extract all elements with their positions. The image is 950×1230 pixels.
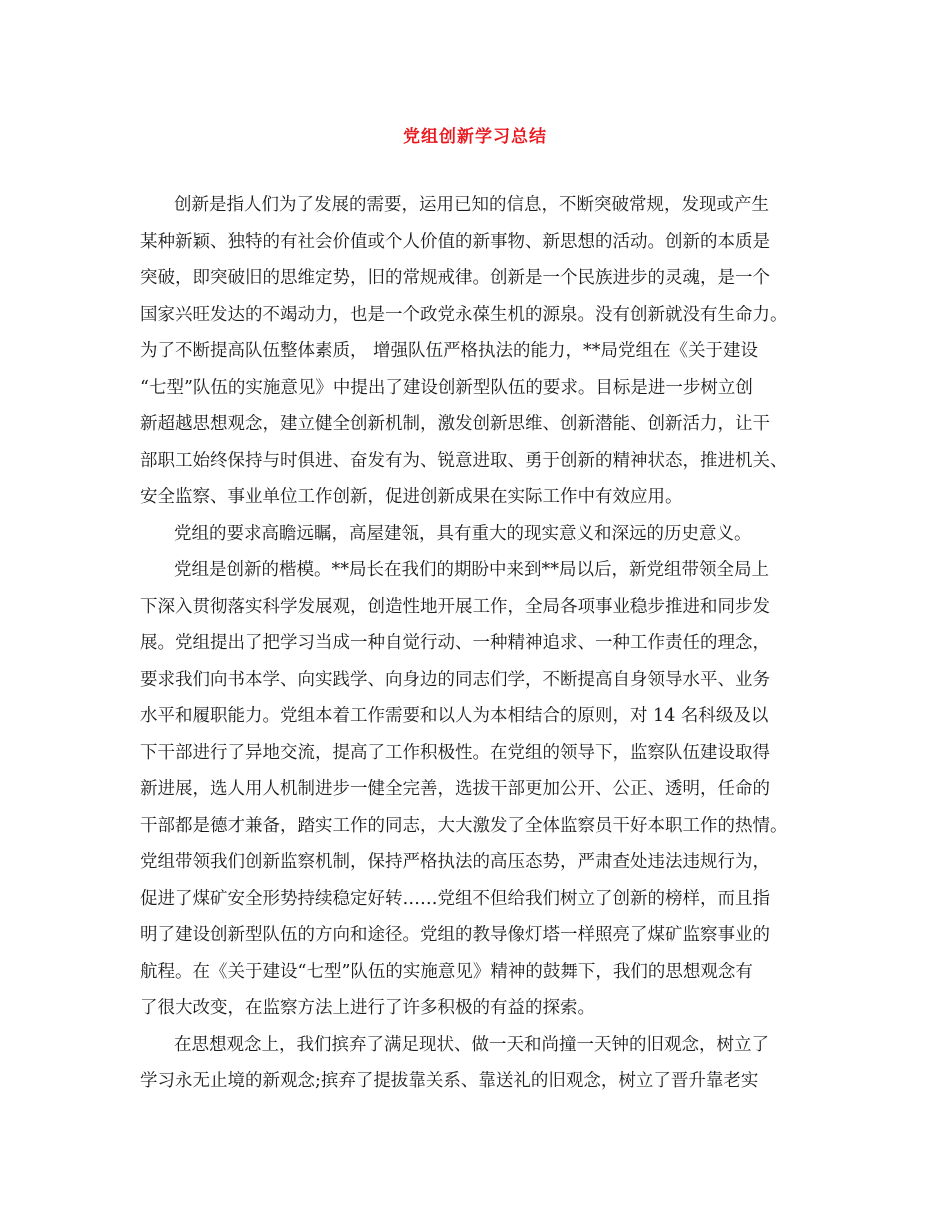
paragraph-line: 国家兴旺发达的不竭动力，也是一个政党永葆生机的源泉。没有创新就没有生命力。 [140,304,788,325]
paragraph-line: 突破，即突破旧的思维定势，旧的常规戒律。创新是一个民族进步的灵魂，是一个 [140,268,770,288]
paragraph-line: “七型”队伍的实施意见》中提出了建设创新型队伍的要求。目标是进一步树立创 [140,377,753,398]
document-body [140,187,830,1100]
paragraph-line: 在思想观念上，我们摈弃了满足现状、做一天和尚撞一天钟的旧观念，树立了 [174,1034,769,1055]
paragraph-line: 党组的要求高瞻远瞩，高屋建瓴，具有重大的现实意义和深远的历史意义。 [174,523,752,544]
paragraph-line: 某种新颖、独特的有社会价值或个人价值的新事物、新思想的活动。创新的本质是 [140,231,770,252]
paragraph-line: 促进了煤矿安全形势持续稳定好转……党组不但给我们树立了创新的榜样，而且指 [140,888,770,909]
paragraph-line: 为了不断提高队伍整体素质， 增强队伍严格执法的能力，**局党组在《关于建设 [140,341,759,361]
paragraph-line: 新超越思想观念，建立健全创新机制，激发创新思维、创新潜能、创新活力，让干 [140,414,770,434]
body-paragraph [140,552,830,1027]
paragraph-line: 明了建设创新型队伍的方向和途径。党组的教导像灯塔一样照亮了煤矿监察事业的 [140,925,770,945]
body-paragraph [140,516,830,553]
paragraph-line: 水平和履职能力。党组本着工作需要和以人为本相结合的原则，对 14 名科级及以 [140,706,769,726]
paragraph-line: 创新是指人们为了发展的需要，运用已知的信息，不断突破常规，发现或产生 [174,195,769,215]
paragraph-line: 下深入贯彻落实科学发展观，创造性地开展工作，全局各项事业稳步推进和同步发 [140,596,770,617]
paragraph-line: 安全监察、事业单位工作创新，促进创新成果在实际工作中有效应用。 [140,487,683,507]
body-paragraph [140,1027,830,1100]
paragraph-line: 党组是创新的楷模。**局长在我们的期盼中来到**局以后，新党组带领全局上 [174,560,769,580]
paragraph-line: 下干部进行了异地交流，提高了工作积极性。在党组的领导下，监察队伍建设取得 [140,742,770,763]
paragraph-line: 学习永无止境的新观念;摈弃了提拔靠关系、靠送礼的旧观念，树立了晋升靠老实 [140,1071,759,1091]
paragraph-line: 要求我们向书本学、向实践学、向身边的同志们学，不断提高自身领导水平、业务 [140,669,770,690]
paragraph-line: 干部都是德才兼备，踏实工作的同志，大大激发了全体监察员干好本职工作的热情。 [140,815,788,836]
paragraph-line: 展。党组提出了把学习当成一种自觉行动、一种精神追求、一种工作责任的理念， [140,633,770,653]
paragraph-line: 党组带领我们创新监察机制，保持严格执法的高压态势，严肃查处违法违规行为， [140,852,770,872]
document-title: 党组创新学习总结 [403,127,547,147]
paragraph-line: 了很大改变，在监察方法上进行了许多积极的有益的探索。 [140,998,595,1018]
paragraph-line: 新进展，选人用人机制进步一健全完善，选拔干部更加公开、公正、透明，任命的 [140,779,770,799]
paragraph-line: 航程。在《关于建设“七型”队伍的实施意见》精神的鼓舞下，我们的思想观念有 [140,961,753,982]
paragraph-line: 部职工始终保持与时俱进、奋发有为、锐意进取、勇于创新的精神状态，推进机关、 [140,450,788,471]
body-paragraph [140,187,830,516]
